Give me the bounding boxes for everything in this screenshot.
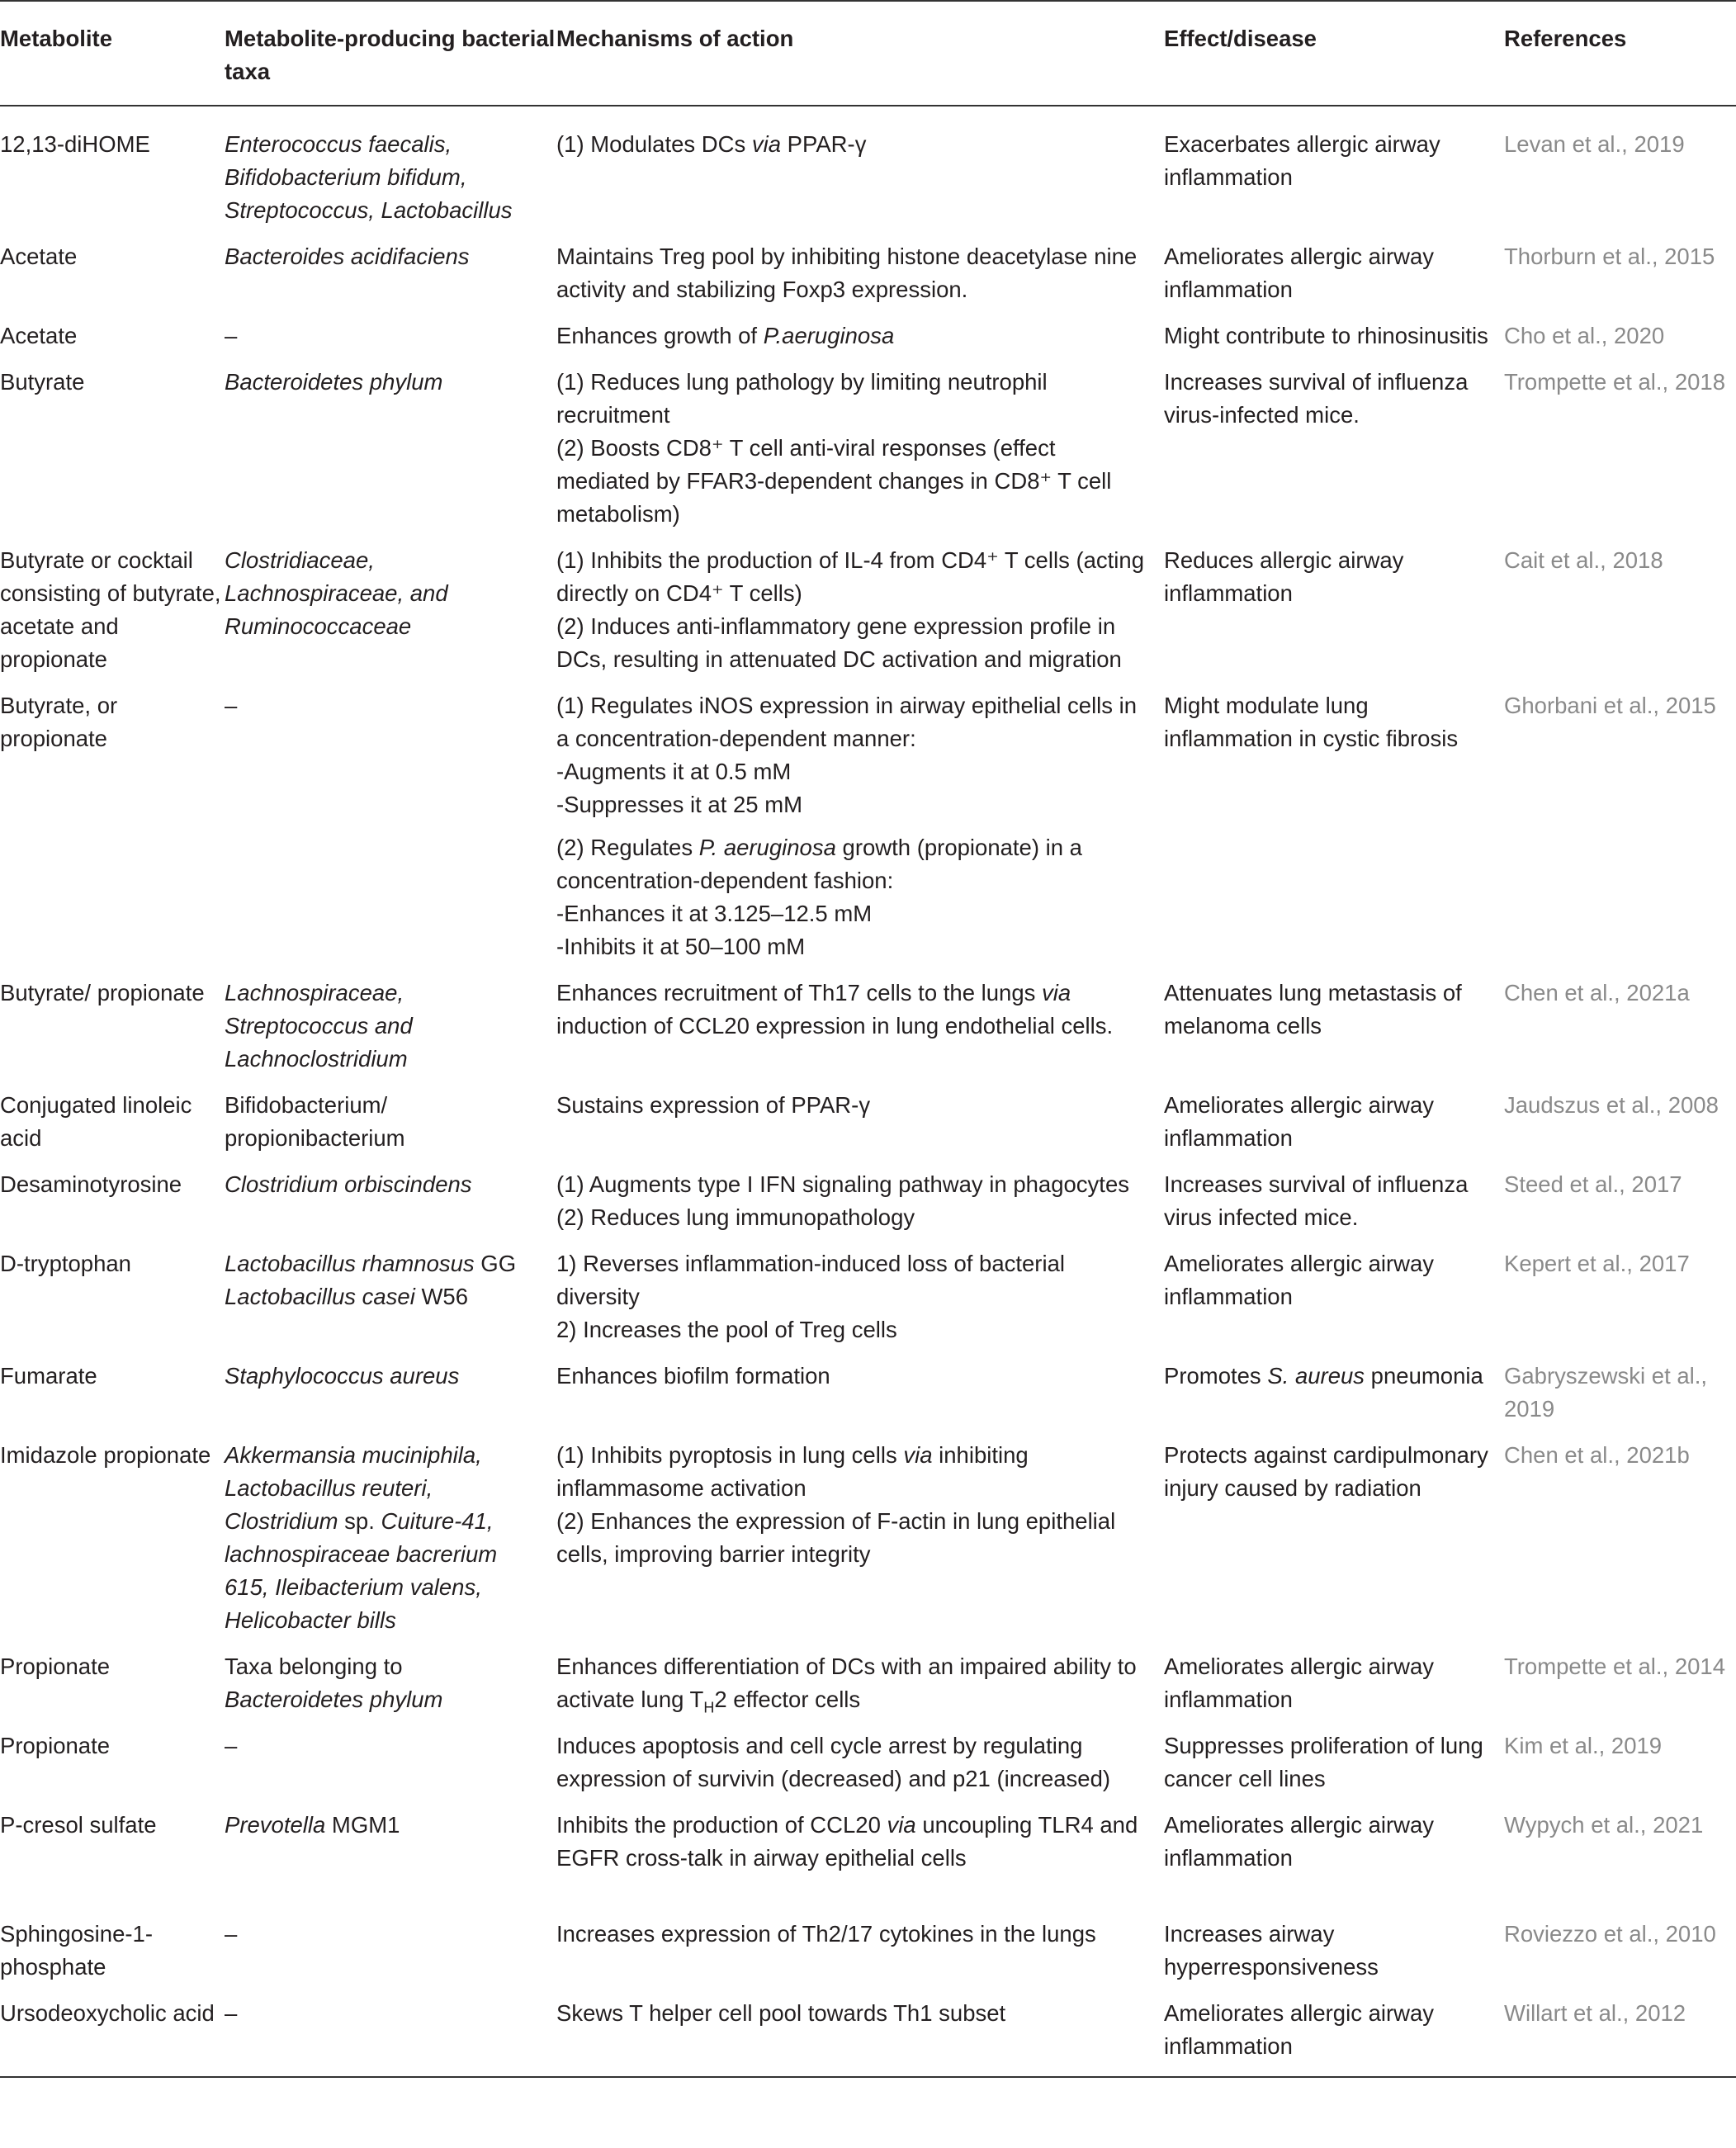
table-row <box>0 1809 1736 1918</box>
text-run: P. aeruginosa <box>698 835 836 860</box>
text-run: Akkermansia muciniphila, Lactobacillus reuteri, Clostridium <box>225 1442 482 1534</box>
text-run: Increases expression of Th2/17 cytokines in the lungs <box>556 1921 1096 1947</box>
table-row <box>0 106 1736 240</box>
mechanism-line <box>556 1809 1152 1875</box>
mechanism-line <box>556 897 1152 930</box>
cell-taxa <box>225 1809 556 1918</box>
mechanism-line <box>556 1201 1152 1234</box>
cell-taxa <box>225 106 556 240</box>
mechanism-line <box>556 1360 1152 1393</box>
mechanism-line <box>556 1168 1152 1201</box>
cell-effect: Exacerbates allergic airway inflammation <box>1164 131 1440 190</box>
cell-metabolite: Butyrate/ propionate <box>0 980 205 1005</box>
cell-mechanisms <box>556 1650 1164 1729</box>
table-header-row <box>0 1 1736 106</box>
text-run: Enhances biofilm formation <box>556 1363 830 1389</box>
cell-taxa <box>225 689 556 977</box>
table-row <box>0 1650 1736 1729</box>
cell-metabolite: Butyrate or cocktail consisting of butyrate, acetate and propionate <box>0 547 221 672</box>
text-run: pneumonia <box>1365 1363 1483 1389</box>
cell-mechanisms <box>556 319 1164 366</box>
header-mechanisms: Mechanisms of action <box>556 26 794 51</box>
cell-effect <box>1164 1360 1504 1439</box>
text-run: Lachnospiraceae, Streptococcus and Lachnoclostridium <box>225 980 413 1072</box>
mechanism-line <box>556 1505 1152 1571</box>
mechanism-line <box>556 930 1152 963</box>
table-row <box>0 1439 1736 1650</box>
text-run: Cuiture-41, lachnospiraceae bacrerium 615, Ileibacterium valens, Helicobacter bills <box>225 1508 498 1633</box>
cell-effect: Reduces allergic airway inflammation <box>1164 547 1404 606</box>
text-run: uncoupling TLR4 and EGFR cross-talk in airway epithelial cells <box>556 1812 1138 1871</box>
cell-effect: Ameliorates allergic airway inflammation <box>1164 1812 1435 1871</box>
header-effect: Effect/disease <box>1164 26 1317 51</box>
text-run: Bacteroidetes phylum <box>225 369 443 395</box>
text-run: (2) Regulates <box>556 835 699 860</box>
cell-mechanisms <box>556 366 1164 544</box>
cell-taxa <box>225 977 556 1089</box>
cell-mechanisms <box>556 1089 1164 1168</box>
text-run: Clostridium orbiscindens <box>225 1171 472 1197</box>
table-row <box>0 977 1736 1089</box>
cell-mechanisms <box>556 1997 1164 2077</box>
cell-metabolite: Acetate <box>0 323 78 348</box>
table-row <box>0 1918 1736 1997</box>
text-run: growth (propionate) in a concentration-dependent fashion: <box>556 835 1082 893</box>
cell-effect: Ameliorates allergic airway inflammation <box>1164 1251 1435 1309</box>
text-run: 2 effector cells <box>714 1687 861 1712</box>
cell-mechanisms <box>556 1918 1164 1997</box>
mechanism-line <box>556 1918 1152 1951</box>
table-row <box>0 366 1736 544</box>
cell-mechanisms <box>556 977 1164 1089</box>
text-run: Lactobacillus casei <box>225 1284 415 1309</box>
text-run: (1) Inhibits the production of IL-4 from CD4⁺ T cells (acting directly on CD4⁺ T cells) <box>556 547 1145 606</box>
table-row <box>0 544 1736 689</box>
cell-mechanisms <box>556 1247 1164 1360</box>
cell-reference: Chen et al., 2021b <box>1504 1442 1690 1468</box>
cell-reference: Kim et al., 2019 <box>1504 1733 1663 1758</box>
text-run: Staphylococcus aureus <box>225 1363 460 1389</box>
text-run: – <box>225 2000 238 2026</box>
mechanism-line <box>556 1089 1152 1122</box>
text-run: (1) Regulates iNOS expression in airway epithelial cells in a concentration-dependent manner: <box>556 693 1138 751</box>
text-run: P.aeruginosa <box>763 323 895 348</box>
cell-taxa <box>225 1360 556 1439</box>
cell-taxa <box>225 366 556 544</box>
cell-reference: Wypych et al., 2021 <box>1504 1812 1704 1838</box>
text-run: – <box>225 1733 238 1758</box>
cell-mechanisms <box>556 240 1164 319</box>
cell-effect: Increases airway hyperresponsiveness <box>1164 1921 1379 1980</box>
table-row <box>0 1997 1736 2077</box>
mechanism-line <box>556 1650 1152 1716</box>
cell-mechanisms <box>556 1729 1164 1809</box>
text-run: Prevotella <box>225 1812 326 1838</box>
cell-metabolite: Propionate <box>0 1733 111 1758</box>
header-references: References <box>1504 26 1627 51</box>
cell-effect: Attenuates lung metastasis of melanoma cells <box>1164 980 1462 1039</box>
text-run: (2) Enhances the expression of F-actin in lung epithelial cells, improving barrier integrity <box>556 1508 1116 1567</box>
text-run: MGM1 <box>325 1812 400 1838</box>
text-run: Maintains Treg pool by inhibiting histone deacetylase nine activity and stabilizing Foxp3 expression. <box>556 244 1138 302</box>
text-run: Enterococcus faecalis, Bifidobacterium bifidum, Streptococcus, Lactobacillus <box>225 131 513 223</box>
text-run: Promotes <box>1164 1363 1268 1389</box>
text-run: Bacteroides acidifaciens <box>225 244 470 269</box>
text-run: PPAR-γ <box>781 131 867 157</box>
cell-taxa <box>225 1997 556 2077</box>
cell-reference: Willart et al., 2012 <box>1504 2000 1686 2026</box>
mechanism-line <box>556 319 1152 352</box>
cell-metabolite: Imidazole propionate <box>0 1442 211 1468</box>
mechanism-line <box>556 689 1152 755</box>
text-run: (2) Boosts CD8⁺ T cell anti-viral responses (effect mediated by FFAR3-dependent changes in CD8⁺ T cell metabolism) <box>556 435 1112 527</box>
table-row <box>0 1360 1736 1439</box>
cell-reference: Cho et al., 2020 <box>1504 323 1665 348</box>
cell-reference: Jaudszus et al., 2008 <box>1504 1092 1719 1118</box>
cell-effect: Might modulate lung inflammation in cystic fibrosis <box>1164 693 1459 751</box>
cell-metabolite: Desaminotyrosine <box>0 1171 182 1197</box>
text-run: H <box>703 1699 715 1716</box>
table-row <box>0 1089 1736 1168</box>
mechanism-line <box>556 544 1152 610</box>
cell-metabolite: P-cresol sulfate <box>0 1812 157 1838</box>
text-run: 1) Reverses inflammation-induced loss of bacterial diversity <box>556 1251 1065 1309</box>
table-row <box>0 240 1736 319</box>
text-run: (1) Augments type I IFN signaling pathway in phagocytes <box>556 1171 1129 1197</box>
cell-mechanisms <box>556 1809 1164 1918</box>
cell-taxa <box>225 240 556 319</box>
text-run: Enhances recruitment of Th17 cells to the lungs <box>556 980 1043 1005</box>
cell-reference: Roviezzo et al., 2010 <box>1504 1921 1716 1947</box>
mechanism-line <box>556 977 1152 1043</box>
cell-effect: Ameliorates allergic airway inflammation <box>1164 1654 1435 1712</box>
table-body <box>0 106 1736 2077</box>
cell-taxa <box>225 1247 556 1360</box>
cell-taxa <box>225 1729 556 1809</box>
cell-mechanisms <box>556 1168 1164 1247</box>
cell-metabolite: Conjugated linoleic acid <box>0 1092 192 1151</box>
text-run: – <box>225 323 238 348</box>
text-run: Taxa belonging to <box>225 1654 403 1679</box>
text-run: W56 <box>414 1284 469 1309</box>
table-row <box>0 1247 1736 1360</box>
mechanism-line <box>556 1247 1152 1313</box>
cell-taxa <box>225 1650 556 1729</box>
text-run: (2) Reduces lung immunopathology <box>556 1204 915 1230</box>
cell-metabolite: 12,13-diHOME <box>0 131 150 157</box>
cell-reference: Trompette et al., 2014 <box>1504 1654 1726 1679</box>
cell-effect: Ameliorates allergic airway inflammation <box>1164 2000 1435 2059</box>
cell-reference: Gabryszewski et al., 2019 <box>1504 1363 1708 1422</box>
text-run: S. aureus <box>1267 1363 1365 1389</box>
text-run: via <box>887 1812 916 1838</box>
cell-reference: Cait et al., 2018 <box>1504 547 1663 573</box>
cell-taxa <box>225 1918 556 1997</box>
text-run: Induces apoptosis and cell cycle arrest by regulating expression of survivin (decreased) and p21 (increased) <box>556 1733 1111 1791</box>
text-run: Enhances growth of <box>556 323 764 348</box>
text-run: Bifidobacterium/ propionibacterium <box>225 1092 405 1151</box>
cell-reference: Steed et al., 2017 <box>1504 1171 1682 1197</box>
cell-metabolite: Acetate <box>0 244 78 269</box>
cell-effect: Increases survival of influenza virus-infected mice. <box>1164 369 1469 428</box>
cell-reference: Ghorbani et al., 2015 <box>1504 693 1716 718</box>
text-run: (2) Induces anti-inflammatory gene expression profile in DCs, resulting in attenuated DC activation and migration <box>556 613 1122 672</box>
mechanism-line <box>556 755 1152 788</box>
text-run: Sustains expression of PPAR-γ <box>556 1092 871 1118</box>
text-run: (1) Reduces lung pathology by limiting neutrophil recruitment <box>556 369 1048 428</box>
text-run: – <box>225 1921 238 1947</box>
cell-effect: Might contribute to rhinosinusitis <box>1164 323 1488 348</box>
header-metabolite: Metabolite <box>0 26 112 51</box>
cell-effect: Increases survival of influenza virus infected mice. <box>1164 1171 1469 1230</box>
text-run: Bacteroidetes phylum <box>225 1687 443 1712</box>
cell-metabolite: Propionate <box>0 1654 111 1679</box>
text-run: Enhances differentiation of DCs with an impaired ability to activate lung T <box>556 1654 1137 1712</box>
mechanism-line <box>556 831 1152 897</box>
cell-metabolite: Fumarate <box>0 1363 97 1389</box>
cell-taxa <box>225 1439 556 1650</box>
cell-reference: Levan et al., 2019 <box>1504 131 1685 157</box>
mechanism-line <box>556 366 1152 432</box>
text-run: induction of CCL20 expression in lung endothelial cells. <box>556 1013 1114 1039</box>
mechanism-line <box>556 788 1152 821</box>
table-row <box>0 1168 1736 1247</box>
cell-metabolite: Sphingosine-1- phosphate <box>0 1921 153 1980</box>
cell-reference: Chen et al., 2021a <box>1504 980 1690 1005</box>
text-run: – <box>225 693 238 718</box>
cell-reference: Kepert et al., 2017 <box>1504 1251 1690 1276</box>
mechanism-line <box>556 240 1152 306</box>
cell-effect: Ameliorates allergic airway inflammation <box>1164 244 1435 302</box>
cell-metabolite: Butyrate <box>0 369 85 395</box>
mechanism-line <box>556 1439 1152 1505</box>
table-row <box>0 689 1736 977</box>
mechanism-line <box>556 610 1152 676</box>
cell-metabolite: D-tryptophan <box>0 1251 131 1276</box>
text-run: sp. <box>338 1508 381 1534</box>
cell-taxa <box>225 544 556 689</box>
text-run: 2) Increases the pool of Treg cells <box>556 1317 897 1342</box>
cell-mechanisms <box>556 544 1164 689</box>
text-run: Clostridiaceae, Lachnospiraceae, and Ruminococcaceae <box>225 547 448 639</box>
cell-mechanisms <box>556 689 1164 977</box>
table-row <box>0 319 1736 366</box>
text-run: Lactobacillus rhamnosus <box>225 1251 475 1276</box>
text-run: via <box>751 131 782 157</box>
text-run: via <box>903 1442 933 1468</box>
text-run: via <box>1042 980 1071 1005</box>
text-run: (1) Inhibits pyroptosis in lung cells <box>556 1442 904 1468</box>
text-run: -Enhances it at 3.125–12.5 mM <box>556 901 873 926</box>
cell-effect: Protects against cardipulmonary injury caused by radiation <box>1164 1442 1488 1501</box>
cell-mechanisms <box>556 106 1164 240</box>
cell-mechanisms <box>556 1439 1164 1650</box>
cell-reference: Trompette et al., 2018 <box>1504 369 1726 395</box>
cell-mechanisms <box>556 1360 1164 1439</box>
cell-metabolite: Ursodeoxycholic acid <box>0 2000 215 2026</box>
text-run: -Suppresses it at 25 mM <box>556 792 803 817</box>
cell-taxa <box>225 319 556 366</box>
text-run: Inhibits the production of CCL20 <box>556 1812 887 1838</box>
mechanism-line <box>556 128 1152 161</box>
cell-metabolite: Butyrate, or propionate <box>0 693 118 751</box>
cell-reference: Thorburn et al., 2015 <box>1504 244 1715 269</box>
mechanism-line <box>556 432 1152 531</box>
cell-taxa <box>225 1168 556 1247</box>
mechanism-line <box>556 1729 1152 1796</box>
cell-taxa <box>225 1089 556 1168</box>
text-run: -Inhibits it at 50–100 mM <box>556 934 806 959</box>
mechanism-line <box>556 1997 1152 2030</box>
cell-effect: Ameliorates allergic airway inflammation <box>1164 1092 1435 1151</box>
mechanism-line <box>556 1313 1152 1346</box>
text-run: inhibiting inflammasome activation <box>556 1442 1029 1501</box>
cell-effect: Suppresses proliferation of lung cancer cell lines <box>1164 1733 1483 1791</box>
table-row <box>0 1729 1736 1809</box>
text-run: (1) Modulates DCs <box>556 131 752 157</box>
header-taxa: Metabolite-producing bacterial taxa <box>225 26 556 84</box>
text-run: -Augments it at 0.5 mM <box>556 759 792 784</box>
text-run: Skews T helper cell pool towards Th1 subset <box>556 2000 1006 2026</box>
text-run: GG <box>474 1251 517 1276</box>
